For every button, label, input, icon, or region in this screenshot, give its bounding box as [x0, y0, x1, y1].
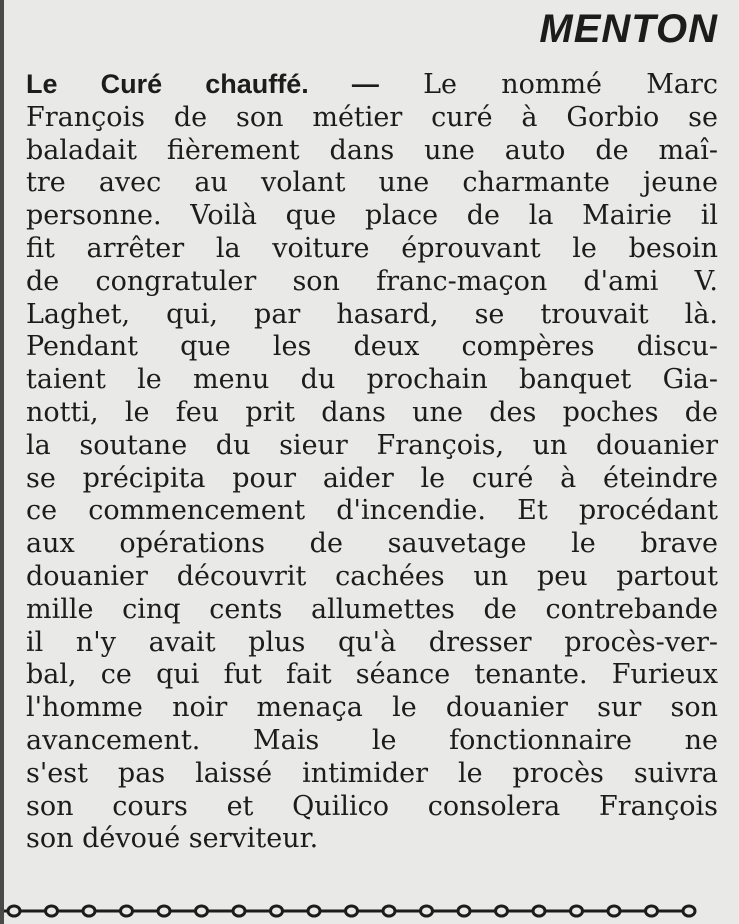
article-line: notti, le feu prit dans une des poches de [26, 396, 718, 428]
article-line: tre avec au volant une charmante jeune [26, 167, 718, 199]
article-line: bal, ce qui fut fait séance tenante. Furieux [26, 659, 718, 691]
article-line: taient le menu du prochain banquet Gia- [26, 364, 718, 396]
article-line: baladait fièrement dans une auto de maî- [26, 134, 718, 166]
column-border [0, 0, 4, 924]
article-line: fit arrêter la voiture éprouvant le besoin [26, 232, 718, 264]
separator-dot [683, 906, 695, 916]
article-line: Le nommé Marc [423, 69, 718, 100]
article-line: il n'y avait plus qu'à dresser procès-ver- [26, 626, 718, 658]
article-line: Pendant que les deux compères discu- [26, 331, 718, 363]
article-line: se précipita pour aider le curé à éteindre [26, 462, 718, 494]
article-first-line [26, 68, 718, 102]
separator-dot [608, 906, 620, 916]
separator-dot [8, 906, 20, 916]
article-line: la soutane du sieur François, un douanier [26, 429, 718, 461]
article-line: s'est pas laissé intimider le procès suivra [26, 757, 718, 789]
separator-dot [83, 906, 95, 916]
article-line: l'homme noir menaça le douanier sur son [26, 692, 718, 724]
article-line: son dévoué serviteur. [26, 823, 319, 855]
article-line: personne. Voilà que place de la Mairie il [26, 200, 718, 232]
separator-dot [496, 906, 508, 916]
article-line: ce commencement d'incendie. Et procédant [26, 495, 718, 527]
separator-dot [533, 906, 545, 916]
separator-dot [158, 906, 170, 916]
article-line: douanier découvrit cachées un peu partout [26, 560, 718, 592]
article-line: avancement. Mais le fonctionnaire ne [26, 724, 718, 756]
ornamental-separator [0, 880, 739, 924]
article-title: Le Curé chauffé. — [26, 69, 379, 99]
separator-dot [421, 906, 433, 916]
newspaper-column [26, 0, 718, 856]
separator-dot [571, 906, 583, 916]
separator-dot [346, 906, 358, 916]
article-line: mille cinq cents allumettes de contrebande [26, 593, 718, 625]
separator-dot [646, 906, 658, 916]
separator-dot [196, 906, 208, 916]
separator-dot [121, 906, 133, 916]
separator-dot [46, 906, 58, 916]
separator-dot [308, 906, 320, 916]
article-line: Laghet, qui, par hasard, se trouvait là. [26, 298, 718, 330]
section-heading: MENTON [539, 7, 718, 51]
article-line: son cours et Quilico consolera François [26, 790, 718, 822]
article-line: de congratuler son franc-maçon d'ami V. [26, 265, 718, 297]
article-line: aux opérations de sauvetage le brave [26, 528, 718, 560]
article-line: François de son métier curé à Gorbio se [26, 101, 718, 133]
article-body [26, 68, 718, 856]
separator-dot [271, 906, 283, 916]
separator-dot [458, 906, 470, 916]
separator-dot [233, 906, 245, 916]
separator-dot [383, 906, 395, 916]
